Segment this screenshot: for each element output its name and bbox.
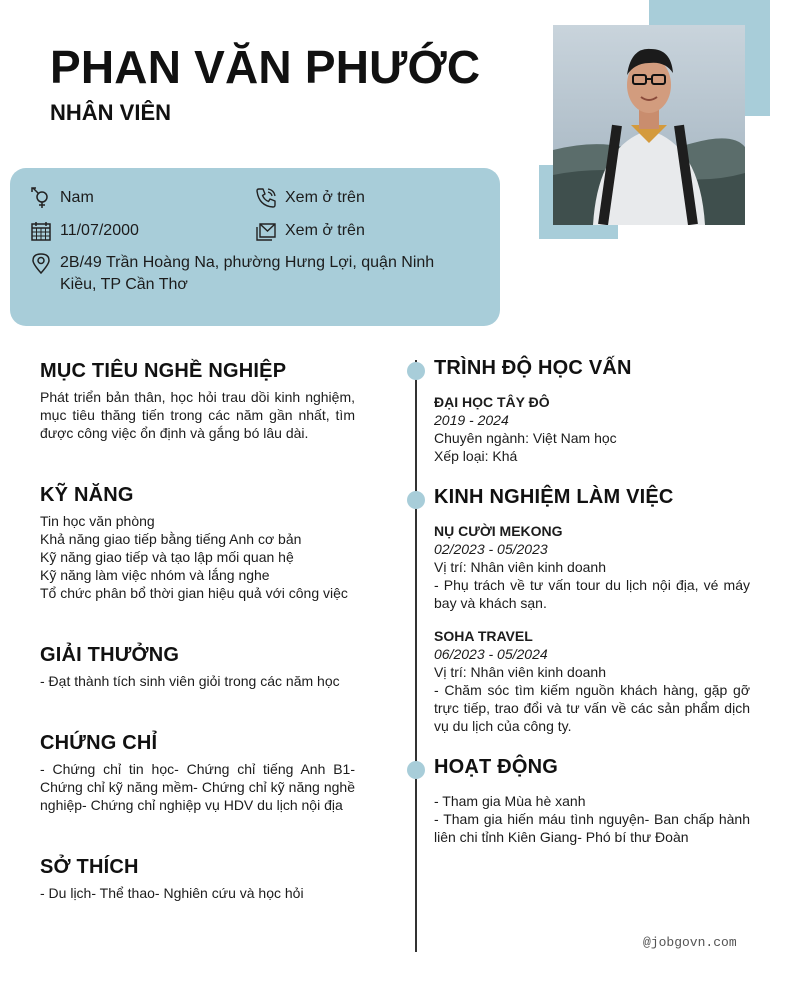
address-value: 2B/49 Trần Hoàng Na, phường Hưng Lợi, quận Ninh Kiều, TP Cần Thơ xyxy=(60,254,435,293)
contact-gender xyxy=(30,187,94,209)
objective-title: MỤC TIÊU NGHỀ NGHIỆP xyxy=(40,360,287,382)
activities-list xyxy=(434,792,750,846)
phone-value: Xem ở trên xyxy=(285,189,365,206)
skills-list xyxy=(40,512,355,602)
experience-title: KINH NGHIỆM LÀM VIỆC xyxy=(434,486,674,508)
education-period: 2019 - 2024 xyxy=(434,412,509,428)
job-company: NỤ CƯỜI MEKONG xyxy=(434,523,563,539)
timeline-dot-education xyxy=(407,362,425,380)
contact-birthday xyxy=(30,220,139,242)
certificates-title: CHỨNG CHỈ xyxy=(40,732,158,754)
skill-item: Kỹ năng làm việc nhóm và lắng nghe xyxy=(40,567,270,583)
skill-item: Khả năng giao tiếp bằng tiếng Anh cơ bản xyxy=(40,531,302,547)
job-entry xyxy=(434,627,750,735)
education-grade: Xếp loại: Khá xyxy=(434,448,518,464)
education-major: Chuyên ngành: Việt Nam học xyxy=(434,430,617,446)
skills-title: KỸ NĂNG xyxy=(40,484,134,506)
job-description: - Chăm sóc tìm kiếm nguồn khách hàng, gặp gỡ trực tiếp, trao đổi và tư vấn về các sản phẩm dịch vụ du lịch của công ty. xyxy=(434,682,750,734)
certificates-text: - Chứng chỉ tin học- Chứng chỉ tiếng Anh B1- Chứng chỉ kỹ năng mềm- Chứng chỉ kỹ năng nghề nghiệp- Chứng chỉ nghiệp vụ HDV du lịch nội địa xyxy=(40,761,355,813)
phone-icon xyxy=(255,187,277,209)
timeline-dot-experience xyxy=(407,491,425,509)
education-title: TRÌNH ĐỘ HỌC VẤN xyxy=(434,357,632,379)
watermark-text: @jobgovn.com xyxy=(643,935,737,950)
contact-address xyxy=(30,252,460,296)
job-period: 02/2023 - 05/2023 xyxy=(434,541,548,557)
timeline-dot-activities xyxy=(407,761,425,779)
email-value: Xem ở trên xyxy=(285,222,365,239)
hobbies-text: - Du lịch- Thể thao- Nghiên cứu và học hỏi xyxy=(40,885,304,901)
contact-phone xyxy=(255,187,365,209)
timeline-line xyxy=(415,360,417,952)
job-description: - Phụ trách về tư vấn tour du lịch nội địa, vé máy bay và khách sạn. xyxy=(434,577,750,611)
skill-item: Kỹ năng giao tiếp và tạo lập mối quan hệ xyxy=(40,549,294,565)
hobbies-title: SỞ THÍCH xyxy=(40,856,139,878)
education-entry xyxy=(434,393,750,465)
candidate-role: NHÂN VIÊN xyxy=(50,100,172,125)
skill-item: Tổ chức phân bổ thời gian hiệu quả với công việc xyxy=(40,585,348,601)
mail-icon xyxy=(255,220,277,242)
contact-email xyxy=(255,220,365,242)
location-pin-icon xyxy=(30,252,52,274)
job-period: 06/2023 - 05/2024 xyxy=(434,646,548,662)
job-position: Vị trí: Nhân viên kinh doanh xyxy=(434,664,606,680)
birthday-value: 11/07/2000 xyxy=(60,222,139,239)
objective-text: Phát triển bản thân, học hỏi trau dồi kinh nghiệm, mục tiêu thăng tiến trong các năm gần nhất, tìm được công việc ổn định và gắng bó lâu dài. xyxy=(40,389,355,441)
gender-value: Nam xyxy=(60,189,94,206)
calendar-icon xyxy=(30,220,52,242)
candidate-name: PHAN VĂN PHƯỚC xyxy=(50,41,481,93)
awards-text: - Đạt thành tích sinh viên giỏi trong các năm học xyxy=(40,673,340,689)
activity-item: - Tham gia hiến máu tình nguyện- Ban chấp hành liên chi tỉnh Kiên Giang- Phó bí thư Đoàn xyxy=(434,811,750,845)
skill-item: Tin học văn phòng xyxy=(40,513,155,529)
activity-item: - Tham gia Mùa hè xanh xyxy=(434,793,586,809)
gender-icon xyxy=(30,187,52,209)
job-company: SOHA TRAVEL xyxy=(434,628,533,644)
school-name: ĐẠI HỌC TÂY ĐÔ xyxy=(434,394,550,410)
profile-photo xyxy=(553,25,745,225)
job-position: Vị trí: Nhân viên kinh doanh xyxy=(434,559,606,575)
activities-title: HOẠT ĐỘNG xyxy=(434,756,559,778)
job-entry xyxy=(434,522,750,612)
awards-title: GIẢI THƯỞNG xyxy=(40,644,180,666)
